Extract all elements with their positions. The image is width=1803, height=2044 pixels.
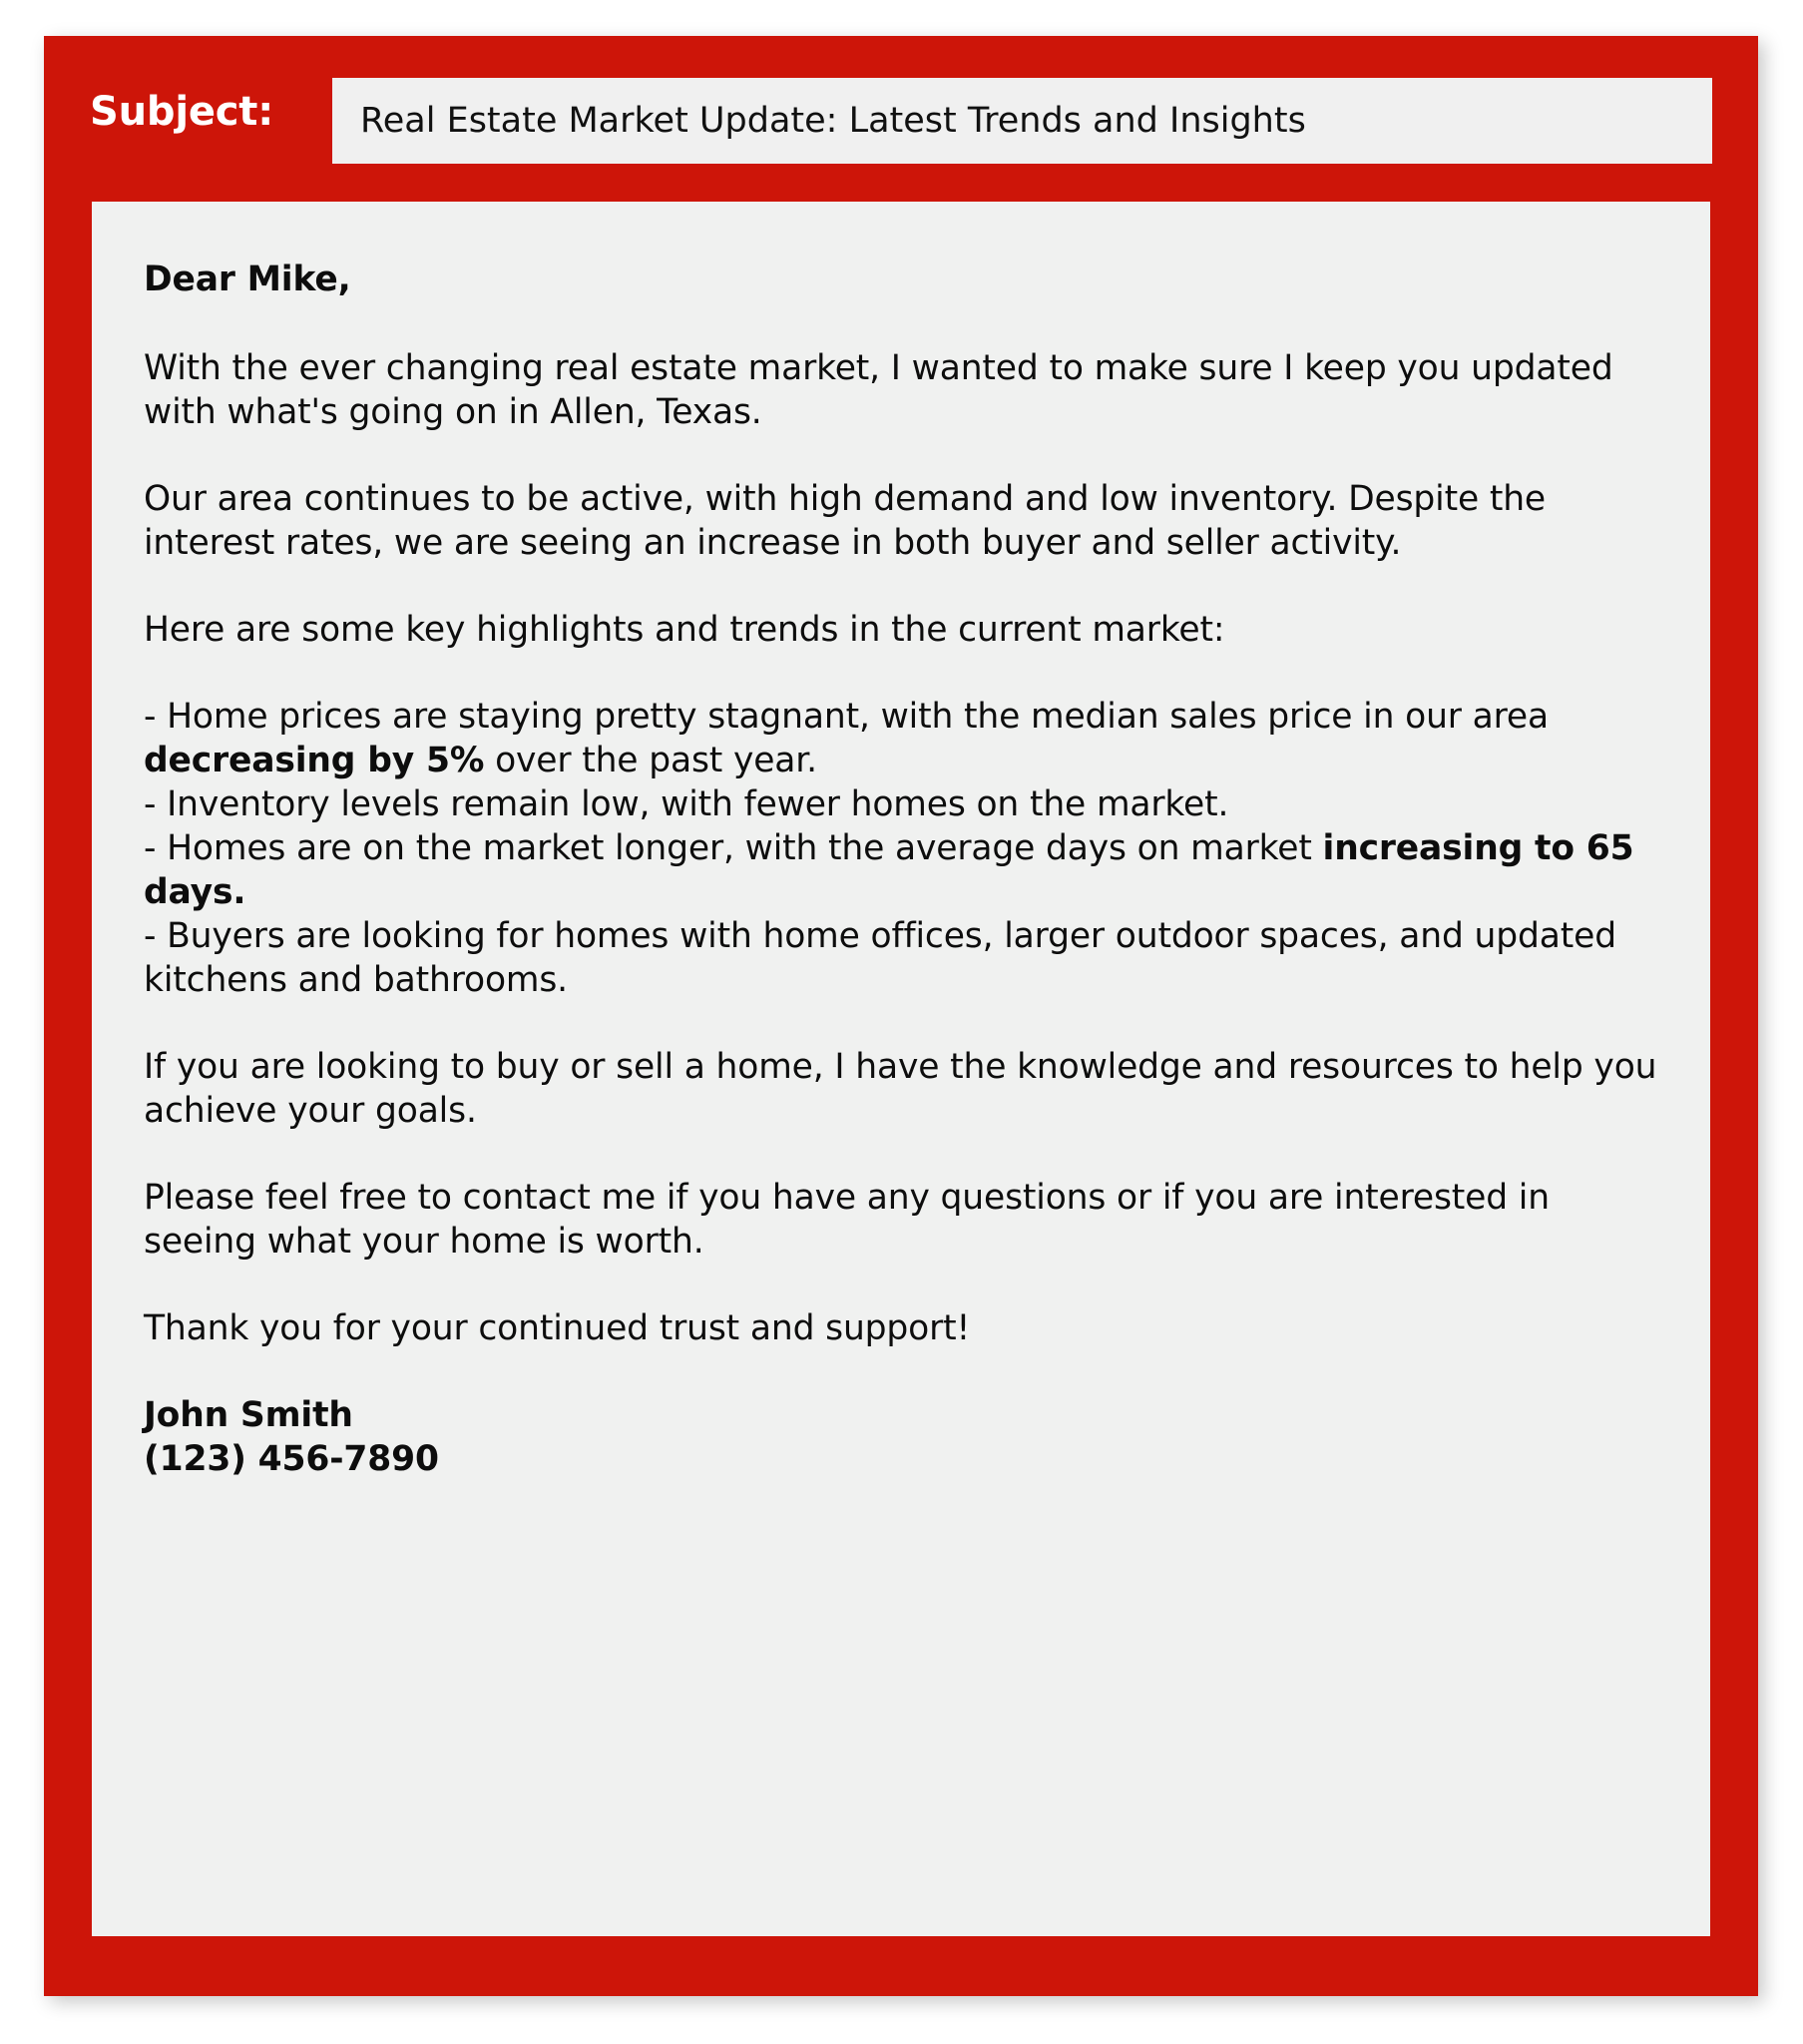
highlights-list [144,695,1670,1002]
list-item-text-pre: - Home prices are staying pretty stagnant, with the median sales price in our area [144,697,1549,737]
list-item [144,782,1670,826]
list-item-text-pre: - Homes are on the market longer, with the average days on market [144,828,1323,868]
paragraph-call-to-action: If you are looking to buy or sell a home, I have the knowledge and resources to help you achieve your goals. [144,1047,1657,1131]
paragraph-highlights-lead: Here are some key highlights and trends in the current market: [144,610,1225,650]
subject-input[interactable] [332,78,1712,164]
email-panel [44,36,1758,1996]
list-item [144,695,1670,782]
signature-phone: (123) 456-7890 [144,1439,439,1479]
subject-input-value: Real Estate Market Update: Latest Trends and Insights [360,100,1306,141]
subject-row [44,36,1758,202]
list-item-text-pre: - Buyers are looking for homes with home offices, larger outdoor spaces, and updated kitchens and bathrooms. [144,916,1616,1000]
signature-name: John Smith [144,1395,353,1435]
paragraph-thanks: Thank you for your continued trust and support! [144,1308,971,1348]
signature-block [144,1393,1670,1481]
subject-label: Subject: [90,89,273,135]
email-body-container[interactable] [92,202,1710,1936]
list-item-emphasis: decreasing by 5% [144,741,485,780]
salutation: Dear Mike, [144,259,351,299]
list-item-emphasis: increasing to 65 days. [144,828,1634,912]
paragraph-intro: With the ever changing real estate market, I wanted to make sure I keep you updated with what's going on in Allen, Texas. [144,348,1613,432]
email-body-text [144,257,1670,1481]
list-item-text-pre: - Inventory levels remain low, with fewer homes on the market. [144,784,1229,824]
paragraph-contact: Please feel free to contact me if you have any questions or if you are interested in seeing what your home is worth. [144,1178,1550,1262]
list-item [144,914,1670,1002]
list-item-text-post: over the past year. [484,741,817,780]
paragraph-market-activity: Our area continues to be active, with high demand and low inventory. Despite the interest rates, we are seeing an increase in both buyer and seller activity. [144,479,1547,563]
list-item [144,826,1670,914]
